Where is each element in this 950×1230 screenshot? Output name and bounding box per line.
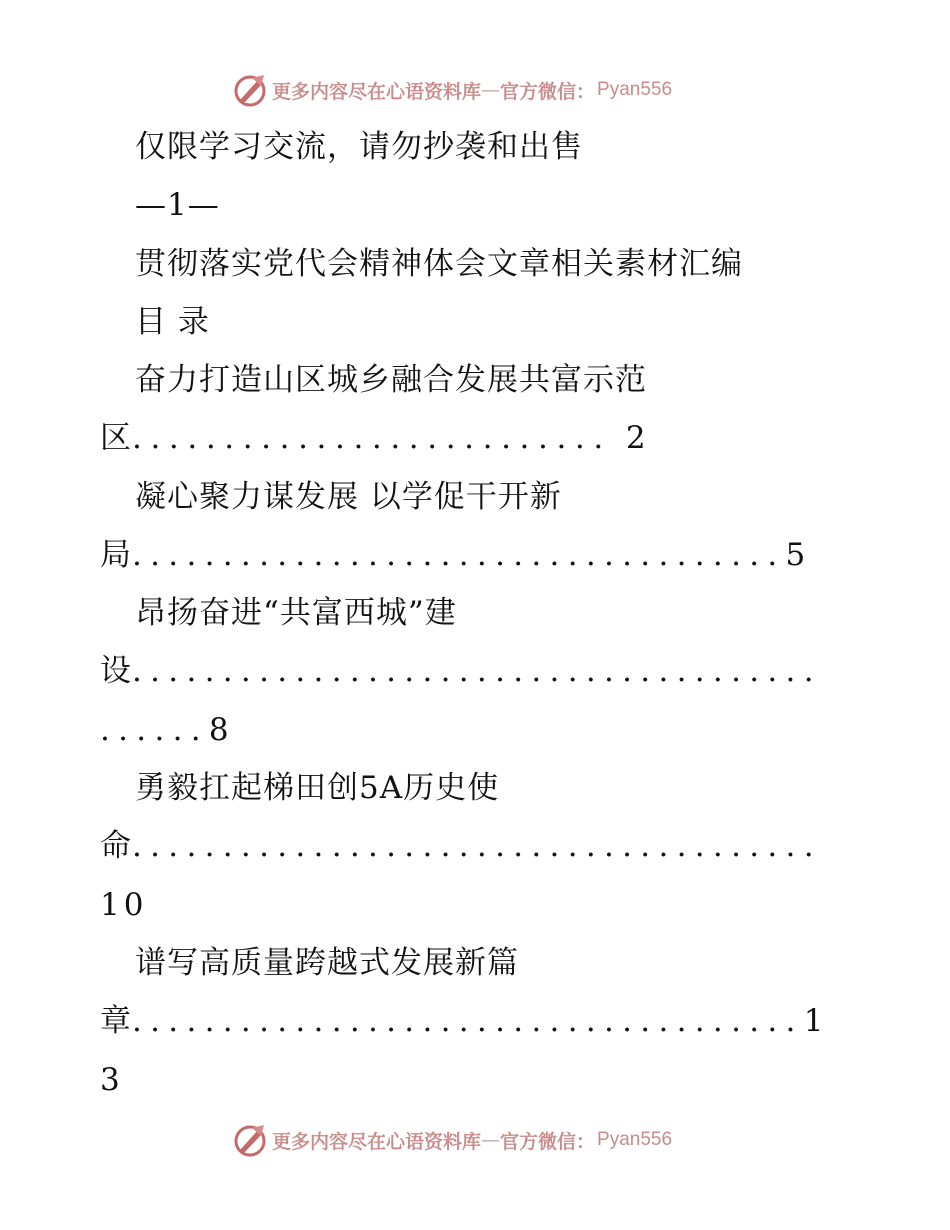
watermark-account-id: Pyan556	[597, 79, 673, 100]
toc-entry-1-leader	[100, 418, 646, 458]
watermark-text: 更多内容尽在心语资料库	[272, 80, 482, 103]
watermark-separator: —	[481, 79, 501, 101]
pen-circle-logo-icon	[232, 1122, 268, 1158]
toc-entry-4-last-char: 命	[100, 828, 132, 864]
toc-entry-4-page-overflow: 10	[100, 887, 148, 923]
toc-entry-3-page-overflow: ......8	[100, 712, 237, 748]
toc-entry-3-dots: ......................................	[132, 653, 822, 689]
toc-entry-1-dots: ..........................	[132, 420, 612, 456]
pen-circle-logo-icon	[232, 72, 268, 108]
footer-watermark	[232, 1122, 672, 1158]
toc-entry-5-page-overflow: 3	[100, 1062, 120, 1098]
toc-entry-2-title: 凝心聚力谋发展 以学促干开新	[135, 479, 562, 515]
watermark-account-label: 官方微信：	[500, 80, 596, 103]
watermark-account-id: Pyan556	[597, 1129, 673, 1150]
toc-entry-4-leader	[100, 826, 822, 866]
toc-entry-1-last-char: 区	[100, 420, 132, 456]
toc-entry-2-dots: ....................................	[132, 537, 786, 573]
toc-entry-5-last-char: 章	[100, 1003, 132, 1039]
toc-entry-2-leader	[100, 535, 805, 575]
toc-entry-5-dots: .....................................	[132, 1003, 804, 1039]
toc-entry-4-overflow	[100, 885, 147, 925]
usage-notice: 仅限学习交流，请勿抄袭和出售	[135, 129, 583, 165]
toc-entry-4-title: 勇毅扛起梯田创5A历史使	[135, 770, 500, 806]
toc-entry-5-page: 1	[803, 1003, 824, 1039]
watermark-text: 更多内容尽在心语资料库	[272, 1130, 482, 1153]
page-number: —1—	[135, 187, 220, 223]
toc-entry-3-last-char: 设	[100, 653, 132, 689]
toc-entry-2-last-char: 局	[100, 537, 132, 573]
toc-entry-3-leader	[100, 651, 822, 691]
toc-entry-3-title: 昂扬奋进“共富西城”建	[135, 595, 457, 631]
toc-entry-2-page: 5	[785, 537, 806, 573]
toc-heading: 目 录	[135, 304, 210, 340]
toc-entry-5-overflow	[100, 1060, 120, 1100]
toc-entry-5-leader	[100, 1001, 823, 1041]
header-watermark	[232, 72, 672, 108]
toc-entry-1-page: 2	[625, 420, 646, 456]
toc-entry-3-overflow	[100, 710, 237, 750]
toc-entry-1-title: 奋力打造山区城乡融合发展共富示范	[135, 362, 647, 398]
watermark-account-label: 官方微信：	[500, 1130, 596, 1153]
document-title: 贯彻落实党代会精神体会文章相关素材汇编	[135, 246, 743, 282]
toc-entry-4-dots: ......................................	[132, 828, 822, 864]
watermark-separator: —	[481, 1129, 501, 1151]
toc-entry-5-title: 谱写高质量跨越式发展新篇	[135, 945, 519, 981]
